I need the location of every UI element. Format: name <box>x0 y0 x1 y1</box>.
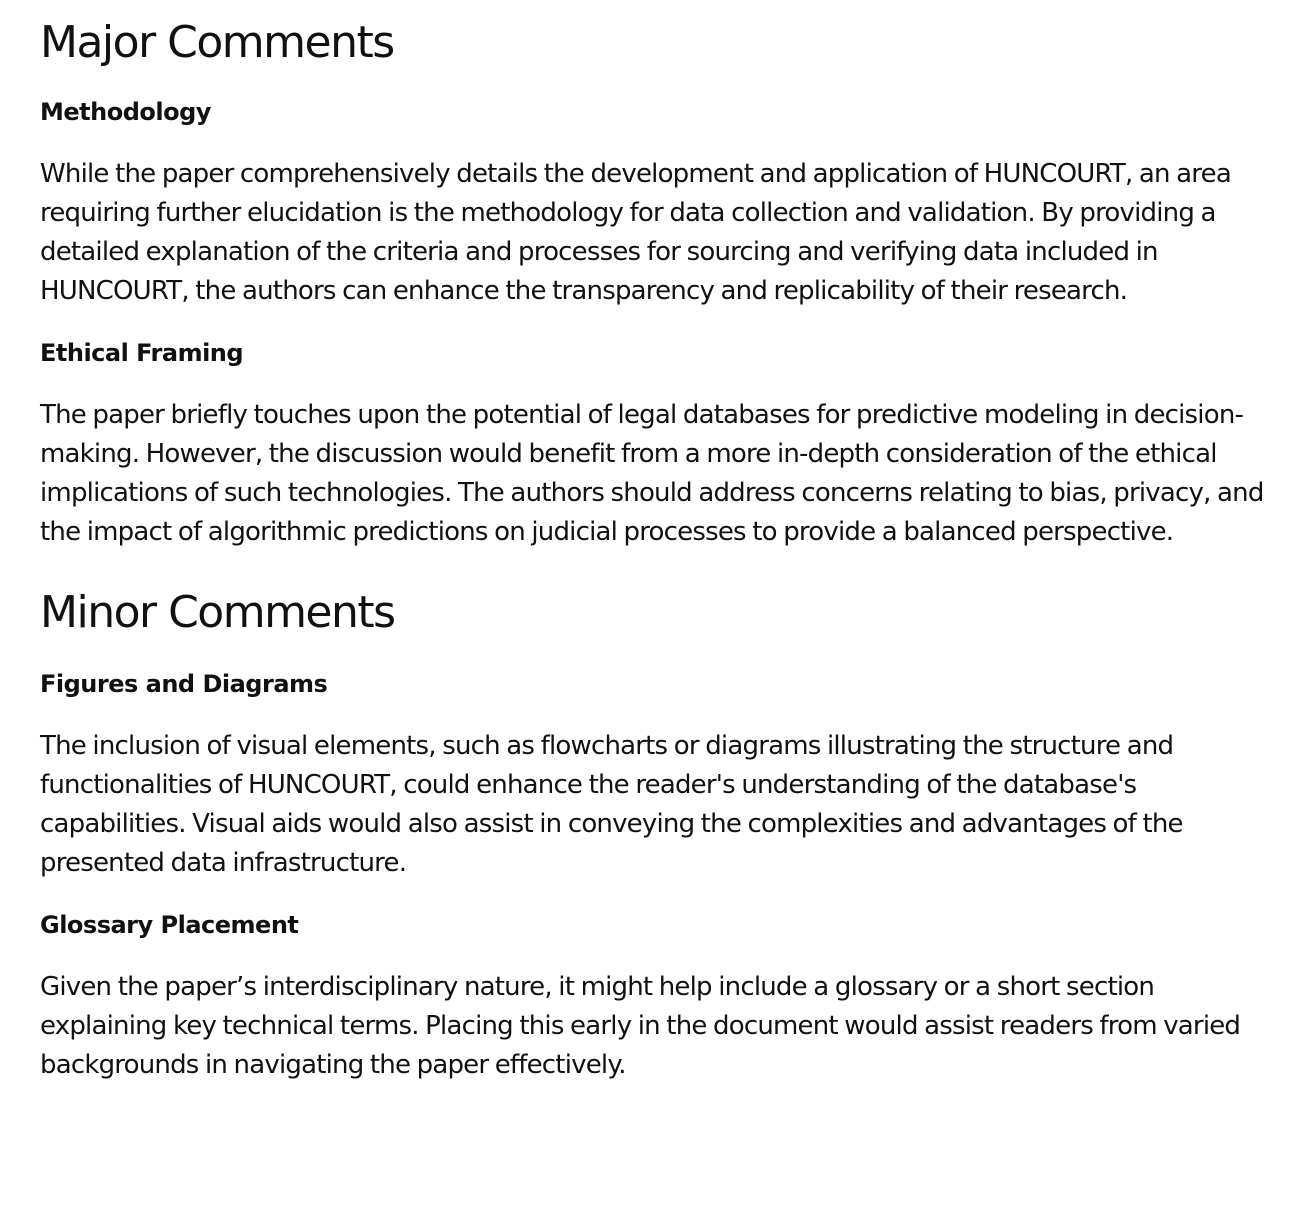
methodology-heading: Methodology <box>40 98 211 126</box>
glossary-placement-paragraph: Given the paper’s interdisciplinary nature, it might help include a glossary or a short section explaining key technical terms. Placing this early in the document would assist readers from varied backgrounds in navigating the paper effectively. <box>40 972 1241 1080</box>
figures-diagrams-paragraph: The inclusion of visual elements, such as flowcharts or diagrams illustrating the structure and functionalities of HUNCOURT, could enhance the reader's understanding of the database's capabilities. Visual aids would also assist in conveying the complexities and advantages of the presented data infrastructure. <box>40 731 1183 878</box>
glossary-placement-heading: Glossary Placement <box>40 911 299 939</box>
ethical-framing-paragraph: The paper briefly touches upon the potential of legal databases for predictive modeling in decision-making. However, the discussion would benefit from a more in-depth consideration of the ethical implications of such technologies. The authors should address concerns relating to bias, privacy, and the impact of algorithmic predictions on judicial processes to provide a balanced perspective. <box>40 400 1264 547</box>
ethical-framing-heading: Ethical Framing <box>40 339 244 367</box>
methodology-paragraph: While the paper comprehensively details the development and application of HUNCOURT, an area requiring further elucidation is the methodology for data collection and validation. By providing a detailed explanation of the criteria and processes for sourcing and verifying data included in HUNCOURT, the authors can enhance the transparency and replicability of their research. <box>40 159 1231 306</box>
figures-diagrams-heading: Figures and Diagrams <box>40 670 328 698</box>
minor-comments-title: Minor Comments <box>40 587 395 638</box>
major-comments-title: Major Comments <box>40 17 394 68</box>
